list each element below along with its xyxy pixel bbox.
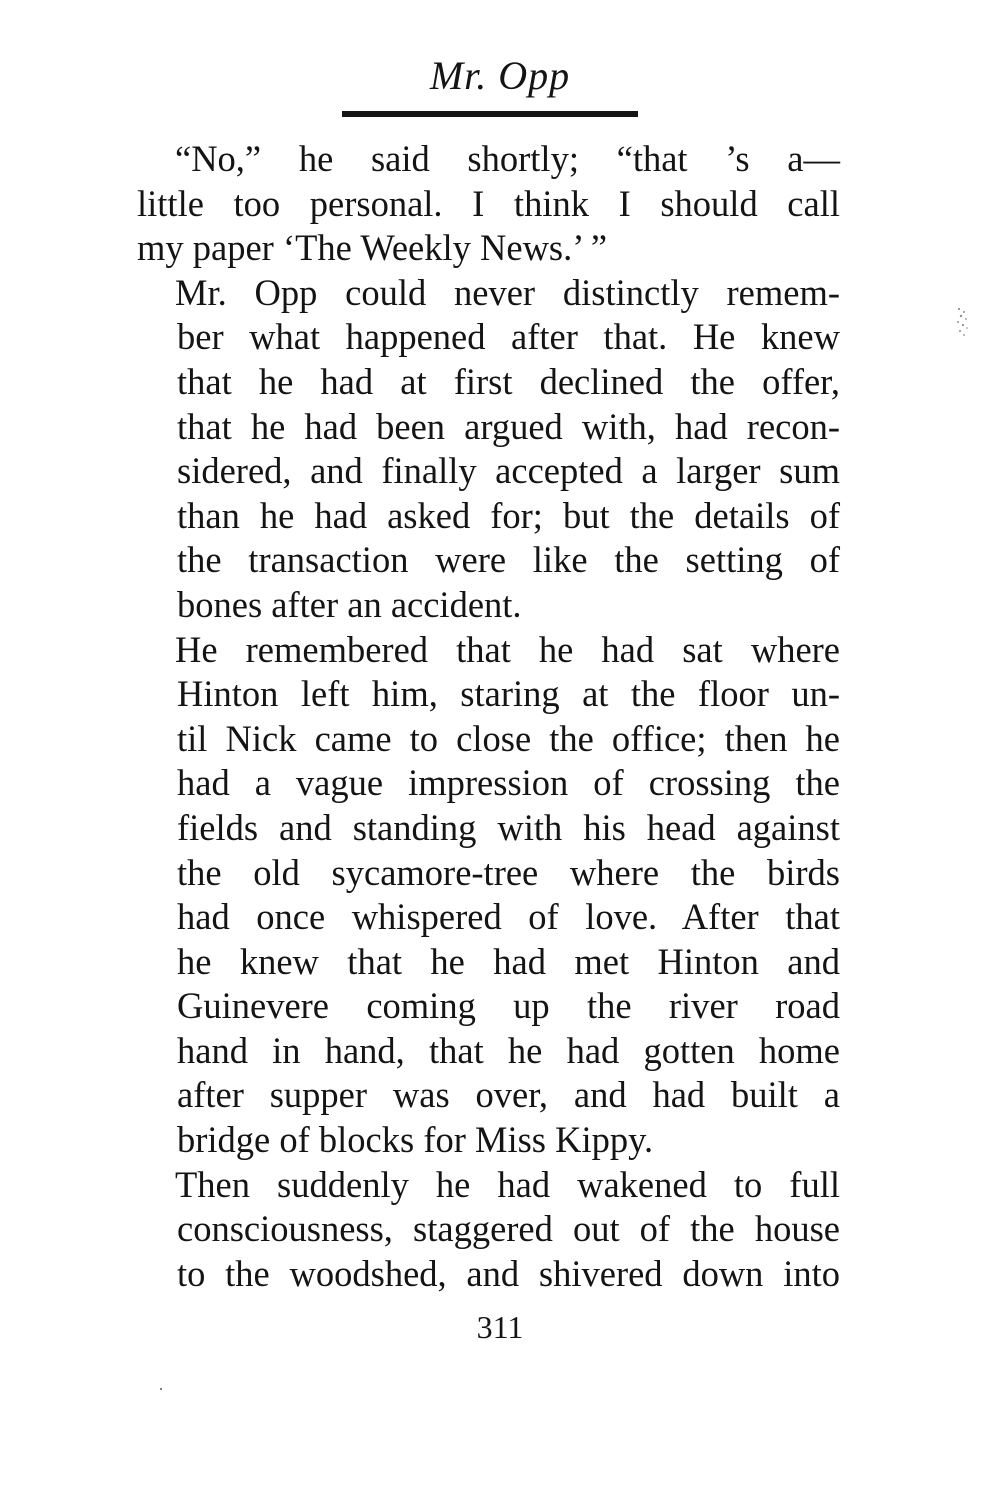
text-line: he knew that he had met Hinton and	[177, 940, 840, 982]
text-line: to the woodshed, and shivered down into	[177, 1252, 840, 1294]
text-line: little too personal. I think I should call	[137, 182, 840, 224]
paragraph	[137, 628, 840, 1163]
text-line: Guinevere coming up the river road	[177, 985, 840, 1027]
header-rule	[342, 111, 638, 117]
paragraph	[137, 137, 840, 271]
text-line: that he had at first declined the offer,	[177, 360, 840, 402]
text-line: that he had been argued with, had recon-	[177, 405, 840, 447]
running-title: Mr. Opp	[429, 53, 571, 98]
text-line: Then suddenly he had wakened to full	[175, 1163, 840, 1205]
text-line: sidered, and finally accepted a larger sum	[177, 450, 840, 492]
paragraph	[137, 1163, 840, 1297]
text-line: my paper ‘The Weekly News.’ ”	[137, 227, 608, 269]
text-line: had once whispered of love. After that	[177, 896, 840, 938]
text-line: bones after an accident.	[177, 583, 522, 625]
text-line: hand in hand, that he had gotten home	[177, 1029, 840, 1071]
text-line: bridge of blocks for Miss Kippy.	[177, 1119, 654, 1161]
text-line: He remembered that he had sat where	[175, 628, 840, 670]
text-line: til Nick came to close the office; then he	[177, 717, 840, 759]
text-line: fields and standing with his head against	[177, 806, 840, 848]
page-number: 311	[476, 1309, 524, 1345]
paragraph	[137, 271, 840, 628]
text-line: consciousness, staggered out of the house	[177, 1208, 840, 1250]
text-line: ber what happened after that. He knew	[177, 316, 840, 358]
text-line: Hinton left him, staring at the floor un-	[177, 673, 840, 715]
body-text	[137, 137, 840, 1296]
text-line: the old sycamore-tree where the birds	[177, 851, 840, 893]
text-line: the transaction were like the setting of	[177, 539, 840, 581]
text-line: had a vague impression of crossing the	[177, 762, 840, 804]
text-line: after supper was over, and had built a	[177, 1074, 840, 1116]
print-dot	[160, 1388, 162, 1390]
text-line: “No,” he said shortly; “that ’s a—	[175, 138, 840, 179]
text-line: Mr. Opp could never distinctly remem-	[175, 271, 840, 313]
print-speck	[955, 305, 969, 339]
text-line: than he had asked for; but the details of	[177, 494, 840, 536]
